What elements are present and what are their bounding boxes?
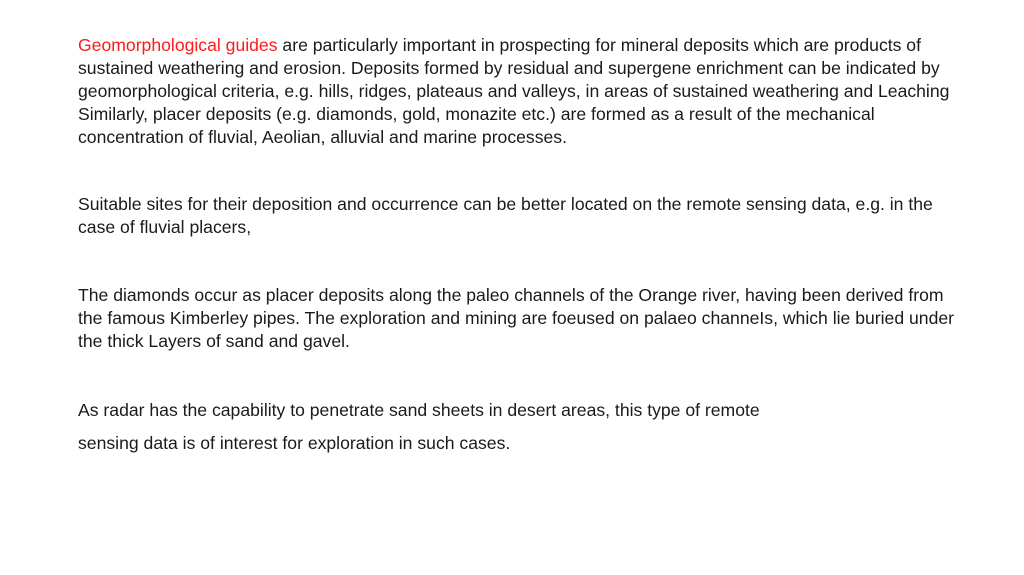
paragraph-text: The diamonds occur as placer deposits along the paleo channels of the Orange river, having been derived from the famous Kimberley pipes. The exploration and mining are foeused on palaeo channeIs, which lie buried under the thick Layers of sand and gavel. xyxy=(78,285,955,351)
paragraph-radar-line-1 xyxy=(78,399,958,422)
paragraph-geomorphological-guides xyxy=(78,34,958,149)
paragraph-radar-line-2 xyxy=(78,432,958,455)
paragraph-text: sensing data is of interest for exploration in such cases. xyxy=(78,433,511,453)
paragraph-text: Suitable sites for their deposition and occurrence can be better located on the remote sensing data, e.g. in the case of fluvial placers, xyxy=(78,194,933,237)
paragraph-diamonds xyxy=(78,284,958,353)
slide-body xyxy=(78,34,958,455)
highlighted-term: Geomorphological guides xyxy=(78,35,278,55)
paragraph-text: are particularly important in prospecting for mineral deposits which are products of sustained weathering and erosion. Deposits formed by residual and supergene enrichment can be indicated by geomorphological criteria, e.g. hills, ridges, plateaus and valleys, in areas of sustained weathering and Leaching Similarly, placer deposits (e.g. diamonds, gold, monazite etc.) are formed as a result of the mechanical concentration of fluvial, Aeolian, alluvial and marine processes. xyxy=(78,35,950,147)
paragraph-text: As radar has the capability to penetrate sand sheets in desert areas, this type of remote xyxy=(78,400,760,420)
paragraph-suitable-sites xyxy=(78,193,958,239)
